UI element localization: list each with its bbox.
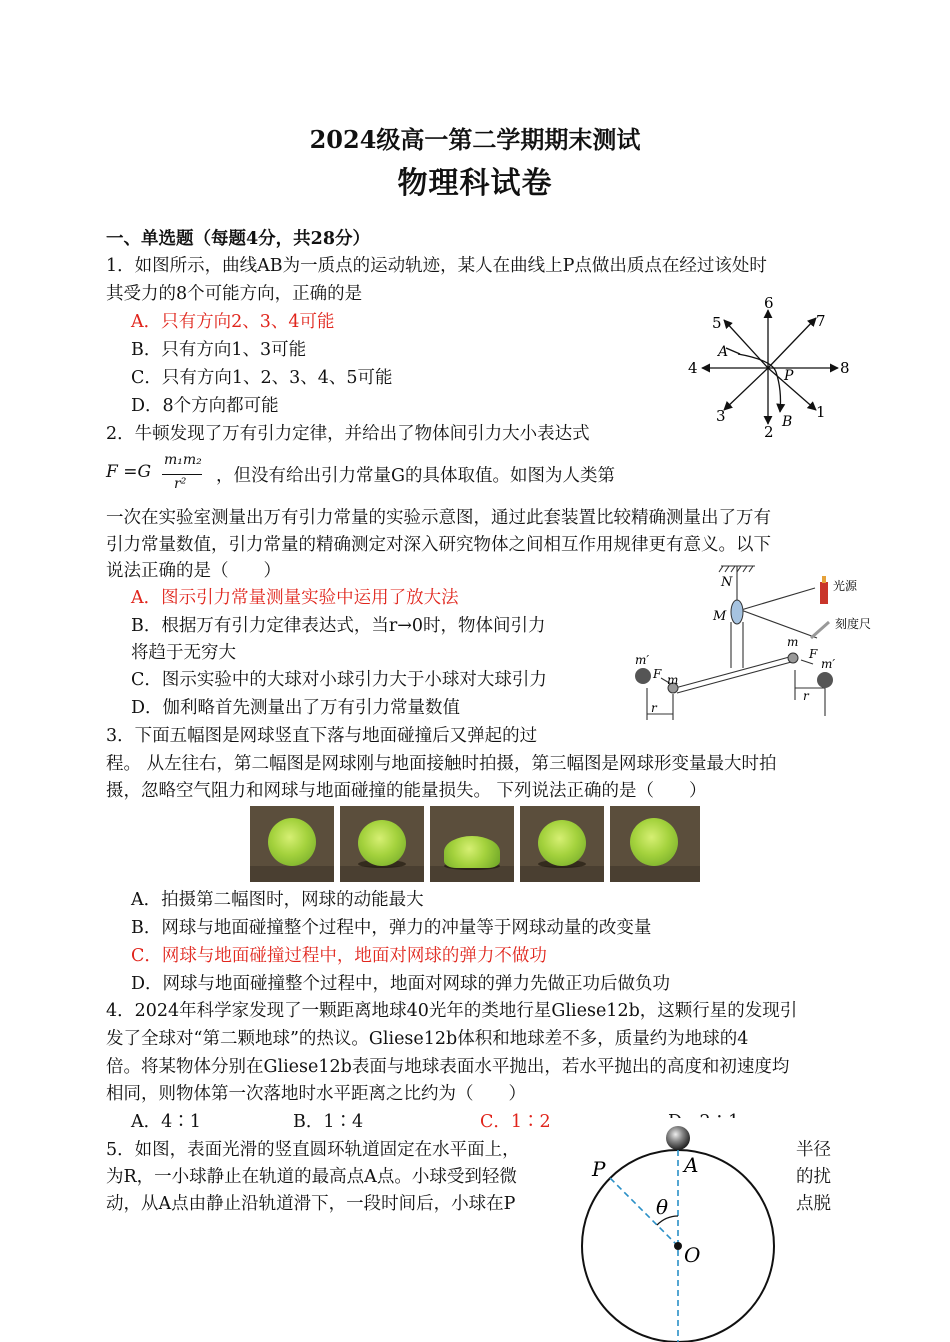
q2-stem-line4: 引力常量数值，引力常量的精确测定对深入研究物体之间相互作用规律更有意义。以下 [106,535,771,555]
point-a-label: A [718,344,729,360]
tennis-ball-2 [358,820,406,866]
photo-frame-1 [250,806,334,882]
q3-stem-line1: 3．下面五幅图是网球竖直下落与地面碰撞后又弹起的过 [106,726,538,746]
q1-option-d: D．8个方向都可能 [131,396,279,416]
formula-denominator: r² [174,476,187,492]
q5-line3-right: 点脱 [796,1194,831,1214]
label-f-right: F [809,647,818,661]
q4-option-a: A．4∶1 [131,1112,201,1132]
formula-lhs: F =G [106,462,152,482]
torsion-balance-diagram [625,560,885,725]
q3-option-d: D．网球与地面碰撞整个过程中，地面对网球的弹力先做正功后做负功 [131,974,671,994]
q2-option-b: B．根据万有引力定律表达式，当r→0时，物体间引力 [131,616,546,636]
angle-theta-label: θ [656,1195,669,1219]
q2-stem-line2: ，但没有给出引力常量G的具体取值。如图为人类第 [216,466,615,486]
point-p-label: P [784,368,794,384]
dir-label-1: 1 [816,403,826,421]
q2-option-b-cont: 将趋于无穷大 [131,643,236,663]
point-p-label: P [592,1157,606,1181]
label-light-source: 光源 [833,579,858,593]
gravitation-formula [106,452,216,498]
formula-numerator: m₁m₂ [164,452,202,468]
q3-stem-line2: 程。 从左往右，第二幅图是网球刚与地面接触时拍摄，第三幅图是网球形变量最大时拍 [106,754,777,774]
exam-title: 2024级高一第二学期期末测试 [309,125,641,154]
q5-line3: 动，从A点由静止沿轨道滑下，一段时间后，小球在P [106,1194,516,1214]
label-f-left: F [653,667,662,681]
q3-stem-line3: 摄，忽略空气阻力和网球与地面碰撞的能量损失。 下列说法正确的是（ ） [106,781,707,801]
dir-label-4: 4 [688,359,698,377]
circular-track-diagram [570,1118,790,1342]
q2-stem-line1: 2．牛顿发现了万有引力定律，并给出了物体间引力大小表达式 [106,424,590,444]
q3-option-a: A．拍摄第二幅图时，网球的动能最大 [131,890,424,910]
label-r-left: r [651,701,657,715]
photo-frame-2 [340,806,424,882]
q4-stem-line4: 相同，则物体第一次落地时水平距离之比约为（ ） [106,1084,526,1104]
center-o-label: O [684,1243,701,1267]
tennis-ball-3 [444,836,500,868]
dir-label-7: 7 [816,312,826,330]
q2-option-a: A．图示引力常量测量实验中运用了放大法 [131,588,459,608]
q2-stem-line3: 一次在实验室测量出万有引力常量的实验示意图，通过此套装置比较精确测量出了万有 [106,508,771,528]
q4-stem-line1: 4．2024年科学家发现了一颗距离地球40光年的类地行星Gliese12b，这颗行星的发现引 [106,1001,798,1021]
label-n: N [721,575,733,590]
dir-label-3: 3 [716,407,726,425]
label-m-mirror: M [713,609,727,624]
q4-stem-line3: 倍。将某物体分别在Gliese12b表面与地球表面水平抛出，若水平抛出的高度和初速度均 [106,1057,790,1077]
q1-force-diagram [680,290,860,440]
q4-option-c: C．1∶2 [480,1112,551,1132]
q1-option-a: A．只有方向2、3、4可能 [131,312,335,332]
dir-label-6: 6 [764,294,774,312]
label-r-right: r [803,689,809,703]
q1-stem-line1: 1．如图所示，曲线AB为一质点的运动轨迹，某人在曲线上P点做出质点在经过该处时 [106,256,767,276]
q5-line2-right: 的扰 [796,1167,831,1187]
q2-stem-line5: 说法正确的是（ ） [106,561,281,581]
section-heading: 一、单选题（每题4分，共28分） [106,229,371,249]
q5-line1: 5．如图，表面光滑的竖直圆环轨道固定在水平面上， [106,1140,520,1160]
q4-stem-line2: 发了全球对“第二颗地球”的热议。Gliese12b体积和地球差不多，质量约为地球的4 [106,1029,749,1049]
label-scale: 刻度尺 [835,617,872,631]
point-b-label: B [782,414,793,430]
photo-frame-3 [430,806,514,882]
q3-option-c: C．网球与地面碰撞过程中，地面对网球的弹力不做功 [131,946,547,966]
subject-title: 物理科试卷 [397,166,553,201]
label-m-prime-right: m′ [821,657,836,671]
tennis-ball-5 [630,818,678,866]
q2-option-d: D．伽利略首先测量出了万有引力常量数值 [131,698,461,718]
q4-option-b: B．1∶4 [293,1112,364,1132]
photo-frame-5 [610,806,700,882]
photo-frame-4 [520,806,604,882]
tennis-ball-4 [538,820,586,866]
formula-bar [162,474,202,475]
q3-option-b: B．网球与地面碰撞整个过程中，弹力的冲量等于网球动量的改变量 [131,918,652,938]
q5-line2: 为R，一小球静止在轨道的最高点A点。小球受到轻微 [106,1167,517,1187]
q2-option-c: C．图示实验中的大球对小球引力大于小球对大球引力 [131,670,547,690]
label-m-small-right: m [787,635,799,649]
point-a-label: A [684,1153,699,1177]
dir-label-5: 5 [712,314,722,332]
q5-line1-right: 半径 [796,1140,831,1160]
q1-option-b: B．只有方向1、3可能 [131,340,307,360]
dir-label-2: 2 [764,423,774,440]
q1-stem-line2: 其受力的8个可能方向，正确的是 [106,284,363,304]
q1-option-c: C．只有方向1、2、3、4、5可能 [131,368,393,388]
label-m-small-left: m [667,673,679,687]
tennis-ball-1 [268,818,316,866]
label-m-prime-left: m′ [635,653,650,667]
dir-label-8: 8 [840,359,850,377]
